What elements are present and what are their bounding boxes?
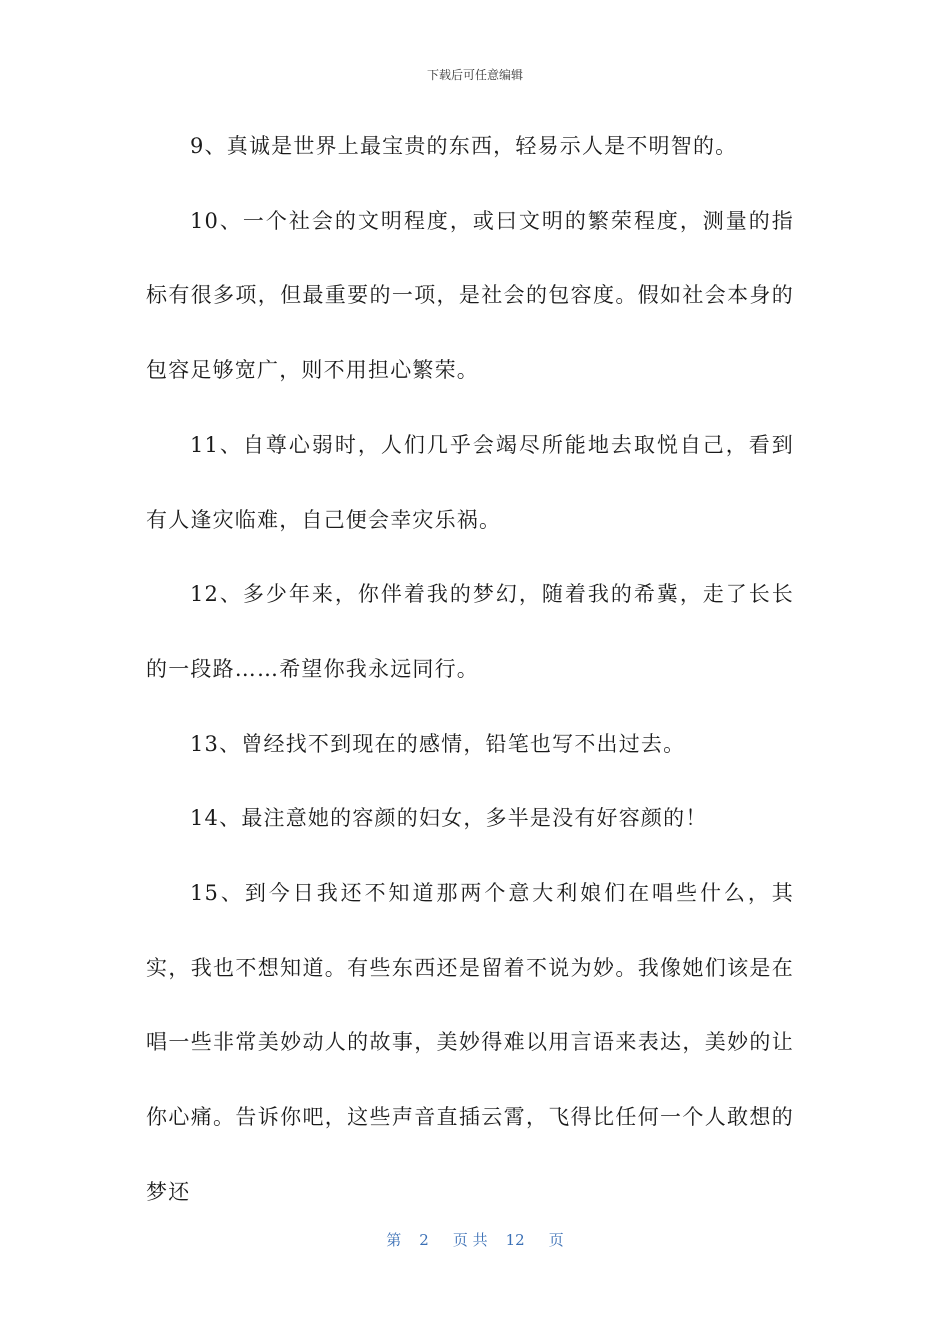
paragraph-11: 11、自尊心弱时，人们几乎会竭尽所能地去取悦自己，看到有人逢灾临难，自己便会幸灾乐祸。 xyxy=(146,432,794,532)
paragraph-10: 10、一个社会的文明程度，或曰文明的繁荣程度，测量的指标有很多项，但最重要的一项，是社会的包容度。假如社会本身的包容足够宽广，则不用担心繁荣。 xyxy=(146,208,794,383)
document-body xyxy=(146,109,794,1230)
paragraph-9: 9、真诚是世界上最宝贵的东西，轻易示人是不明智的。 xyxy=(190,134,738,158)
page-footer xyxy=(0,1229,950,1250)
paragraph-13: 13、曾经找不到现在的感情，铅笔也写不出过去。 xyxy=(190,731,686,756)
paragraph-12: 12、多少年来，你伴着我的梦幻，随着我的希冀，走了长长的一段路……希望你我永远同行。 xyxy=(146,582,794,681)
page-header: 下载后可任意编辑 xyxy=(426,68,523,82)
footer-current-page: 2 xyxy=(419,1231,429,1249)
paragraph-15: 15、到今日我还不知道那两个意大利娘们在唱些什么，其实，我也不想知道。有些东西还是留着不说为妙。我像她们该是在唱一些非常美妙动人的故事，美妙得难以用言语来表达，美妙的让你心痛。告诉你吧，这些声音直插云霄，飞得比任何一个人敢想的梦还 xyxy=(146,881,794,1204)
footer-total-pages: 12 xyxy=(505,1231,525,1249)
footer-suffix: 页 xyxy=(548,1231,564,1249)
footer-prefix: 第 xyxy=(386,1231,402,1249)
footer-middle: 页 共 xyxy=(452,1231,488,1249)
paragraph-14: 14、最注意她的容颜的妇女，多半是没有好容颜的！ xyxy=(190,806,708,831)
